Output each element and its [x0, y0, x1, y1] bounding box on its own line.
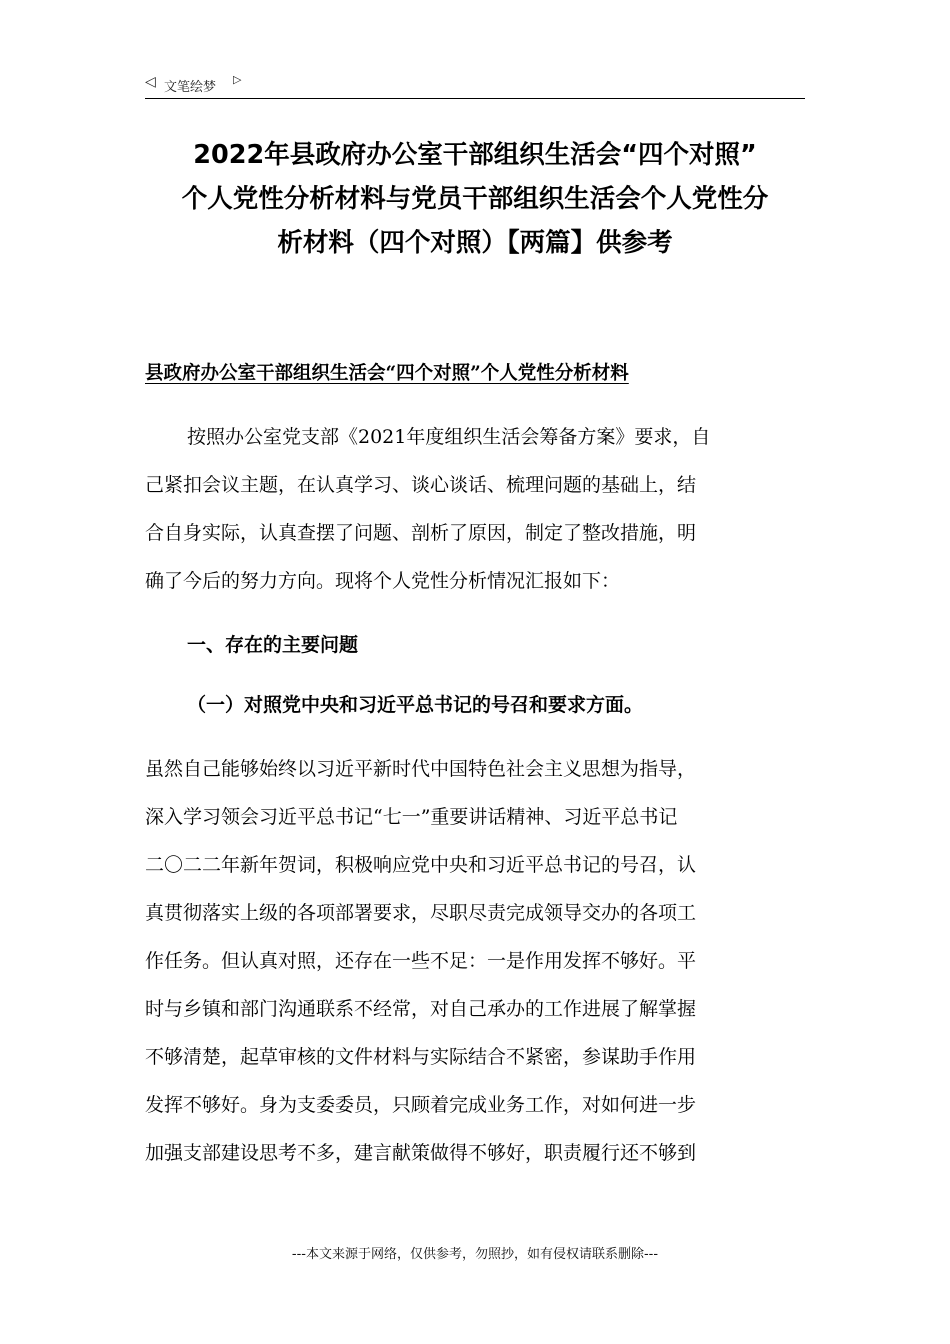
paragraph-line: 深入学习领会习近平总书记“七一”重要讲话精神、习近平总书记 — [145, 806, 678, 828]
title-line: 析材料（四个对照）【两篇】供参考 — [277, 228, 673, 258]
paragraph-line: 真贯彻落实上级的各项部署要求，尽职尽责完成领导交办的各项工 — [145, 902, 697, 924]
section-heading: 一、存在的主要问题 — [187, 634, 359, 656]
paragraph-line: 加强支部建设思考不多，建言献策做得不够好，职责履行还不够到 — [145, 1142, 697, 1164]
paragraph-line: 作任务。但认真对照，还存在一些不足：一是作用发挥不够好。平 — [145, 950, 697, 972]
triangle-left-icon: ◁ — [145, 74, 156, 90]
title-line: 个人党性分析材料与党员干部组织生活会个人党性分 — [181, 184, 769, 214]
paragraph-line: 发挥不够好。身为支委委员，只顾着完成业务工作，对如何进一步 — [145, 1094, 697, 1116]
document-title — [140, 133, 810, 265]
paragraph-line: 不够清楚，起草审核的文件材料与实际结合不紧密，参谋助手作用 — [145, 1046, 697, 1068]
page-footer: ---本文来源于网络，仅供参考，勿照抄，如有侵权请联系删除--- — [291, 1247, 659, 1262]
title-line: 2022年县政府办公室干部组织生活会“四个对照” — [193, 140, 757, 170]
paragraph-line: 己紧扣会议主题，在认真学习、谈心谈话、梳理问题的基础上，结 — [145, 474, 697, 496]
subsection-heading: （一）对照党中央和习近平总书记的号召和要求方面。 — [187, 694, 644, 716]
intro-paragraph — [145, 413, 815, 605]
paragraph-line: 合自身实际，认真查摆了问题、剖析了原因，制定了整改措施，明 — [145, 522, 697, 544]
page-header — [145, 72, 805, 99]
triangle-right-icon: ▷ — [233, 73, 242, 86]
paragraph-line: 虽然自己能够始终以习近平新时代中国特色社会主义思想为指导， — [145, 758, 697, 780]
section-subtitle: 县政府办公室干部组织生活会“四个对照”个人党性分析材料 — [145, 363, 629, 384]
paragraph-line: 二〇二二年新年贺词，积极响应党中央和习近平总书记的号召，认 — [145, 854, 697, 876]
body-paragraph — [145, 745, 815, 1177]
header-brand: 文笔绘梦 — [164, 80, 217, 95]
paragraph-line: 时与乡镇和部门沟通联系不经常，对自己承办的工作进展了解掌握 — [145, 998, 697, 1020]
paragraph-line: 按照办公室党支部《2021年度组织生活会筹备方案》要求，自 — [187, 426, 711, 448]
paragraph-line: 确了今后的努力方向。现将个人党性分析情况汇报如下： — [145, 570, 621, 592]
